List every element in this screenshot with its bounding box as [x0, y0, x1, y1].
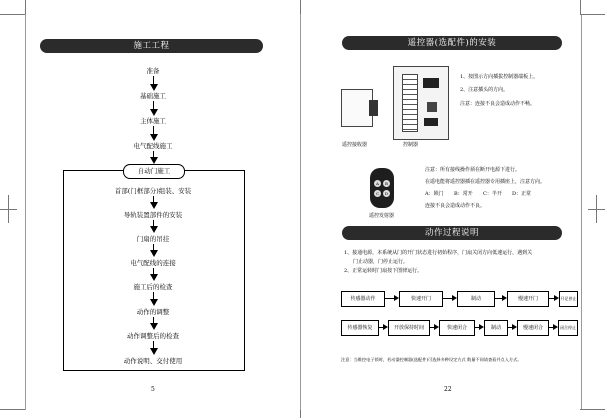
flow-step-frame-install: 首部(门框部分)组装、安装 [114, 187, 192, 195]
auto-door-frame [63, 170, 245, 371]
flow-step-inspection: 施工后的检查 [133, 283, 173, 291]
crop-mark [588, 209, 605, 210]
flow-step-rail-install: 导轨装置部件的安装 [123, 211, 183, 219]
bottom-note: 注意：当维控电子锁时，若动器控制器(选配件)可选择多种设定方式 数量不同请查看并点入方式。 [341, 357, 522, 362]
left-section-header: 施工工程 [40, 39, 263, 53]
controller-caption: 控制器 [403, 142, 419, 148]
remote-key-b: B [383, 180, 390, 187]
flow-step-handover: 动作说明、交付使用 [123, 357, 183, 365]
left-page-number: 5 [151, 386, 155, 393]
flow1-box-fast-open: 快速开门 [399, 291, 443, 307]
flow-step-main: 主体施工 [140, 117, 166, 125]
board-component [423, 78, 439, 88]
flow-step-foundation: 基础施工 [140, 92, 166, 100]
button-function-b: B：常开 [454, 191, 473, 197]
crop-mark [0, 14, 25, 15]
arrow-down-icon [150, 84, 158, 91]
remote-key-a: A [374, 180, 381, 187]
remote-transmitter [370, 168, 394, 208]
remote-note-3: 连接不良会造成动作不良。 [425, 203, 486, 209]
right-page-number: 22 [444, 386, 452, 393]
remote-key-d: D [384, 191, 389, 196]
button-function-a: A：锁门 [425, 191, 444, 197]
flow-step-adjust: 动作的调整 [136, 308, 170, 316]
install-note: 注意：连接不良会造成动作不畅。 [460, 101, 536, 107]
flow-step-door-hang: 门扇的吊挂 [136, 235, 170, 243]
crop-mark [580, 0, 581, 14]
flow1-box-sensor-active: 传感器动作 [341, 291, 385, 307]
crop-mark [25, 0, 26, 14]
remote-note-1: 注意：所有接线操作须在断开电源下进行。 [425, 167, 521, 173]
arrow-down-icon [150, 202, 158, 209]
arrow-down-icon [150, 109, 158, 116]
flow2-box-fast-close: 快速闭合 [439, 320, 475, 336]
arrow-down-icon [150, 323, 158, 330]
crop-mark [300, 410, 301, 418]
crop-mark [580, 14, 605, 15]
auto-door-title: 自动门施工 [123, 164, 185, 179]
install-step-2: 2、注意插头的方向。 [460, 87, 509, 93]
flow-step-wiring: 电气配线的连接 [130, 259, 176, 267]
install-step-1: 1、按图示方向插拔控制器端板上。 [460, 74, 539, 80]
arrow-down-icon [150, 226, 158, 233]
process-text-2: 门止动器，门停止运行。 [353, 259, 409, 265]
flow1-box-open-stop: 开足停止 [559, 291, 578, 307]
board-component [427, 102, 437, 112]
flow2-box-slow-close: 慢速闭合 [517, 320, 549, 336]
process-section-header: 动作过程说明 [342, 226, 562, 240]
arrow-down-icon [150, 157, 158, 164]
arrow-down-icon [150, 348, 158, 355]
process-text-1: 1、接通电源，本系统从门的开门状态进行初始程序，门扇关闭方向低速运行，遇到关 [344, 250, 533, 256]
process-text-3: 2、正常运转时门扇按下图律运行。 [344, 268, 423, 274]
remote-key-c: C [375, 191, 380, 196]
crop-mark [580, 409, 605, 410]
flow-step-electrical: 电气配线施工 [133, 142, 173, 150]
transmitter-caption: 遥控发射器 [369, 213, 395, 219]
remote-note-2: 在遥电能将遥控器插在遥控器专用插座上，注意方向。 [425, 179, 546, 185]
flow2-box-close-stop: 闭合停止 [558, 320, 578, 336]
flow2-box-brake: 制动 [484, 320, 508, 336]
arrow-down-icon [150, 250, 158, 257]
flow-step-post-check: 动作调整后的检查 [127, 332, 179, 340]
receiver-caption: 遥控接收器 [342, 142, 368, 148]
button-function-d: D：正常 [512, 191, 532, 197]
arrow-down-icon [150, 134, 158, 141]
flow-step-prepare: 准备 [146, 67, 160, 75]
crop-mark [0, 209, 17, 210]
flow1-box-slow-open: 慢速开门 [507, 291, 549, 307]
arrow-down-icon [150, 299, 158, 306]
flow1-box-brake: 制动 [457, 291, 495, 307]
remote-section-header: 遥控器(选配件)的安装 [342, 36, 562, 50]
arrow-down-icon [150, 274, 158, 281]
crop-mark [300, 0, 301, 14]
flow2-box-sensor-reset: 传感器恢复 [341, 320, 379, 336]
board-component [424, 118, 438, 126]
crop-mark [0, 409, 25, 410]
terminal-block [402, 74, 418, 132]
receiver-plug [369, 100, 378, 116]
flow2-box-hold-time: 开放保持时间 [388, 320, 430, 336]
button-function-c: C：半开 [483, 191, 502, 197]
